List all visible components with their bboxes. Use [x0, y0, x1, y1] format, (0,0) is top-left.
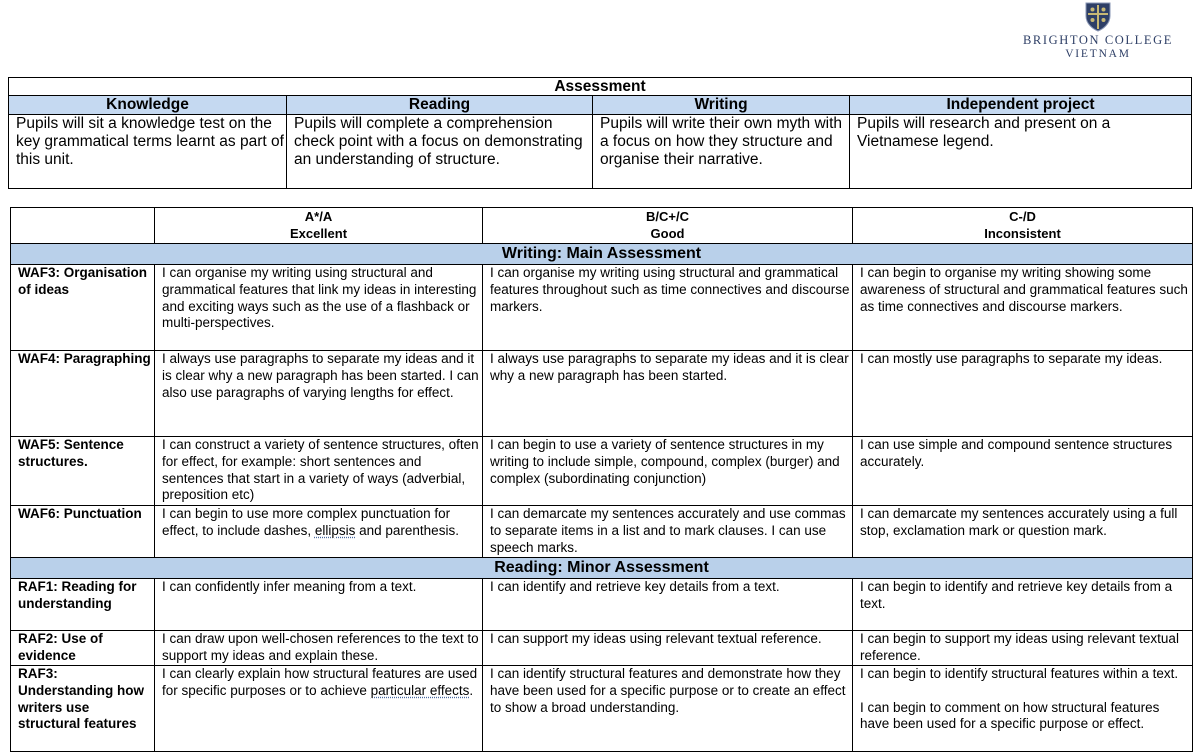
- writing-section-heading: Writing: Main Assessment: [11, 244, 1193, 265]
- criterion-label: WAF4: Paragraphing: [11, 351, 155, 437]
- school-logo: [1018, 2, 1178, 60]
- criterion-excellent: I can clearly explain how structural features are used for specific purposes or to achieve particular effects.: [155, 666, 483, 752]
- assessment-heading-knowledge: Knowledge: [9, 96, 287, 115]
- assessment-heading-writing: Writing: [593, 96, 850, 115]
- criterion-excellent: I can organise my writing using structural and grammatical features that link my ideas in interesting and exciting ways such as the use of a flashback or multi-perspectives.: [155, 265, 483, 351]
- rubric-table: [10, 207, 1193, 752]
- crest-icon: [1085, 2, 1111, 32]
- criterion-label: RAF1: Reading for understanding: [11, 579, 155, 631]
- criterion-label: WAF3: Organisation of ideas: [11, 265, 155, 351]
- criterion-inconsistent: I can use simple and compound sentence structures accurately.: [853, 437, 1193, 506]
- assessment-writing-text: Pupils will write their own myth with a focus on how they structure and organise their narrative.: [593, 115, 850, 189]
- criterion-inconsistent: I can begin to organise my writing showing some awareness of structural and grammatical features such as time connectives and discourse markers.: [853, 265, 1193, 351]
- criterion-excellent: I can draw upon well-chosen references to the text to support my ideas and explain these.: [155, 631, 483, 666]
- criterion-good: I can identify and retrieve key details from a text.: [483, 579, 853, 631]
- criterion-label: WAF5: Sentence structures.: [11, 437, 155, 506]
- assessment-heading-project: Independent project: [850, 96, 1192, 115]
- rubric-corner: [11, 208, 155, 244]
- assessment-heading-reading: Reading: [287, 96, 593, 115]
- criterion-inconsistent: I can mostly use paragraphs to separate my ideas.: [853, 351, 1193, 437]
- grade-header-inconsistent: C-/D Inconsistent: [853, 208, 1193, 244]
- criterion-inconsistent: I can begin to identify structural features within a text. I can begin to comment on how structural features have been used for a specific purpose or effect.: [853, 666, 1193, 752]
- grade-header-excellent: A*/A Excellent: [155, 208, 483, 244]
- criterion-label: RAF3: Understanding how writers use structural features: [11, 666, 155, 752]
- criterion-inconsistent: I can begin to identify and retrieve key details from a text.: [853, 579, 1193, 631]
- criterion-excellent: I can confidently infer meaning from a text.: [155, 579, 483, 631]
- criterion-good: I can demarcate my sentences accurately and use commas to separate items in a list and to mark clauses. I can use speech marks.: [483, 506, 853, 558]
- criterion-good: I can identify structural features and demonstrate how they have been used for a specific purpose or to create an effect to show a broad understanding.: [483, 666, 853, 752]
- assessment-reading-text: Pupils will complete a comprehension check point with a focus on demonstrating an understanding of structure.: [287, 115, 593, 189]
- criterion-excellent: I can construct a variety of sentence structures, often for effect, for example: short sentences and sentences that start in a variety of ways (adverbial, preposition etc): [155, 437, 483, 506]
- grade-header-good: B/C+/C Good: [483, 208, 853, 244]
- assessment-table: [8, 77, 1192, 189]
- criterion-label: WAF6: Punctuation: [11, 506, 155, 558]
- criterion-good: I can support my ideas using relevant textual reference.: [483, 631, 853, 666]
- criterion-good: I can begin to use a variety of sentence structures in my writing to include simple, compound, complex (burger) and complex (subordinating conjunction): [483, 437, 853, 506]
- reading-section-heading: Reading: Minor Assessment: [11, 558, 1193, 579]
- criterion-good: I always use paragraphs to separate my ideas and it is clear why a new paragraph has been started.: [483, 351, 853, 437]
- criterion-inconsistent: I can begin to support my ideas using relevant textual reference.: [853, 631, 1193, 666]
- criterion-good: I can organise my writing using structural and grammatical features throughout such as time connectives and discourse markers.: [483, 265, 853, 351]
- assessment-project-text: Pupils will research and present on a Vietnamese legend.: [850, 115, 1192, 189]
- criterion-label: RAF2: Use of evidence: [11, 631, 155, 666]
- criterion-excellent: I can begin to use more complex punctuation for effect, to include dashes, ellipsis and parenthesis.: [155, 506, 483, 558]
- criterion-inconsistent: I can demarcate my sentences accurately using a full stop, exclamation mark or question mark.: [853, 506, 1193, 558]
- criterion-excellent: I always use paragraphs to separate my ideas and it is clear why a new paragraph has been started. I can also use paragraphs of varying lengths for effect.: [155, 351, 483, 437]
- assessment-title: Assessment: [9, 78, 1192, 96]
- assessment-knowledge-text: Pupils will sit a knowledge test on the key grammatical terms learnt as part of this unit.: [9, 115, 287, 189]
- logo-country: VIETNAM: [1065, 48, 1131, 60]
- logo-name: BRIGHTON COLLEGE: [1022, 33, 1173, 47]
